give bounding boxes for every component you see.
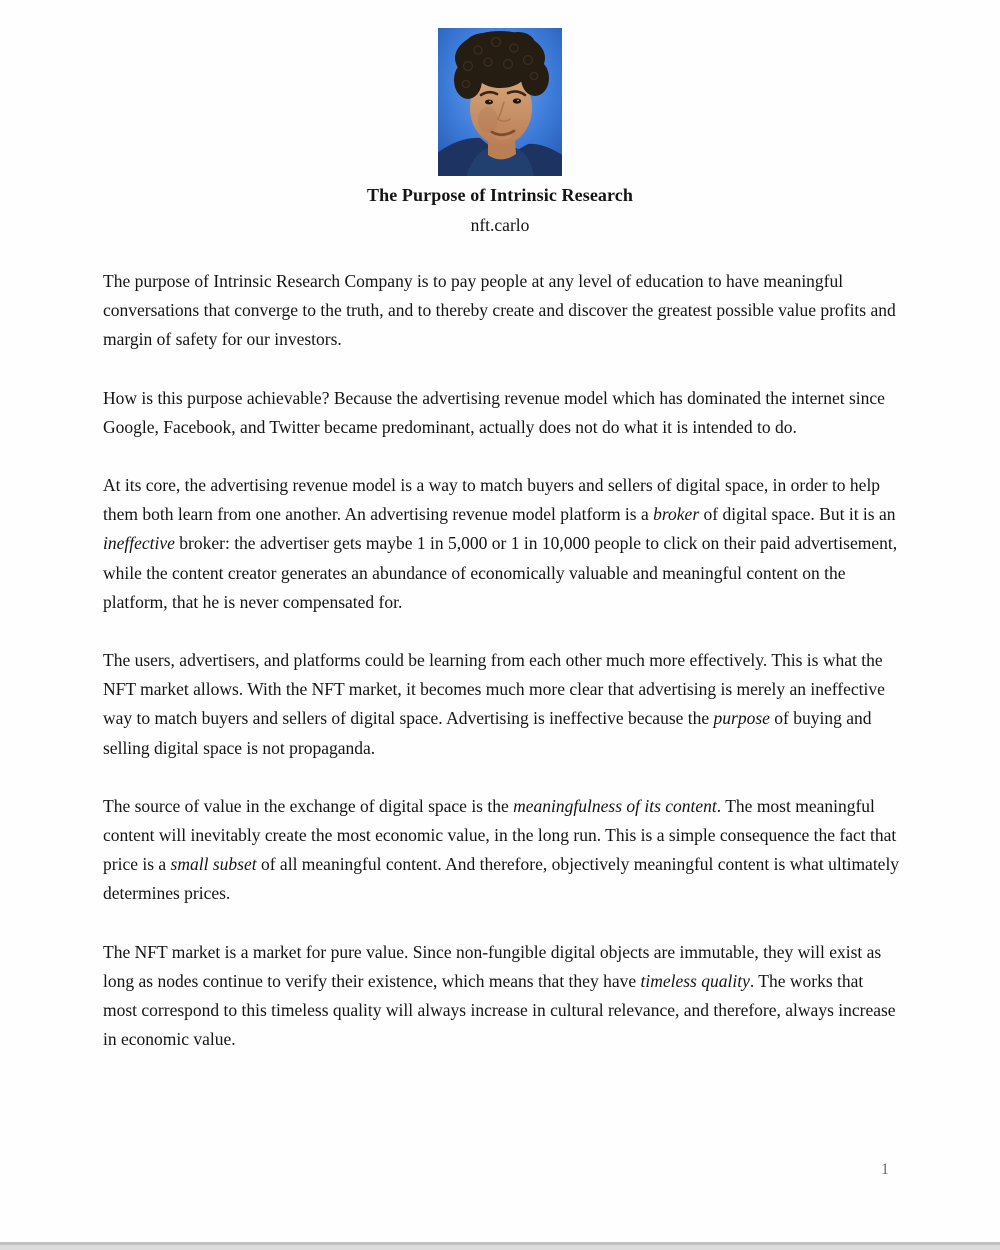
paragraph-text: . The most meaningful content will inevitably create the most economic value, in the long run. This is a simple consequence the fact that price is a [103, 795, 897, 875]
paragraph-text: At its core, the advertising revenue model is a way to match buyers and sellers of digital space, in order to help them both learn from one another. An advertising revenue model platform is a [103, 475, 881, 525]
paragraph-text: The purpose of Intrinsic Research Company is to pay people at any level of education to have meaningful conversations that converge to the truth, and to thereby create and discover the greatest possible value profits and margin of safety for our investors. [103, 271, 896, 350]
paragraph-italic-text: small subset [170, 854, 257, 875]
document-title: The Purpose of Intrinsic Research [367, 185, 633, 205]
document-body [103, 267, 900, 1083]
paragraph [103, 792, 900, 909]
paragraph-italic-text: meaningfulness of its content [513, 795, 717, 816]
paragraph-text: The NFT market is a market for pure value. Since non-fungible digital objects are immutable, they will exist as long as nodes continue to verify their existence, which means that they have [103, 941, 882, 991]
document-author: nft.carlo [470, 215, 530, 235]
paragraph [103, 938, 900, 1055]
next-page-gap [0, 1245, 1000, 1250]
paragraph-text: . The works that most correspond to this timeless quality will always increase in cultural relevance, and therefore, always increase in economic value. [103, 970, 896, 1050]
paragraph-text: of digital space. But it is an [699, 504, 896, 525]
author-portrait-image [438, 28, 562, 176]
paragraph-text: The source of value in the exchange of digital space is the [103, 795, 514, 816]
page-number: 1 [881, 1161, 889, 1178]
portrait-illustration [438, 28, 562, 176]
paragraph [103, 646, 900, 763]
paragraph [103, 471, 900, 617]
paragraph [103, 384, 900, 442]
paragraph-text: The users, advertisers, and platforms could be learning from each other much more effectively. This is what the NFT market allows. With the NFT market, it becomes much more clear that advertising is merely an ineffective way to match buyers and sellers of digital space. Advertising is ineffective because the [103, 650, 885, 729]
paragraph-italic-text: broker [653, 504, 700, 525]
paragraph [103, 267, 900, 355]
paragraph-italic-text: purpose [713, 708, 770, 729]
paragraph-italic-text: timeless quality [640, 970, 750, 991]
paragraph-text: How is this purpose achievable? Because the advertising revenue model which has dominated the internet since Google, Facebook, and Twitter became predominant, actually does not do what it is intended to do. [103, 387, 885, 437]
paragraph-text: of all meaningful content. And therefore, objectively meaningful content is what ultimately determines prices. [103, 854, 900, 904]
paragraph-text: broker: the advertiser gets maybe 1 in 5,000 or 1 in 10,000 people to click on their paid advertisement, while the content creator generates an abundance of economically valuable and meaningful content on the platform, that he is never compensated for. [103, 533, 898, 612]
paragraph-italic-text: ineffective [103, 533, 175, 554]
paragraph-text: of buying and selling digital space is not propaganda. [103, 708, 872, 758]
